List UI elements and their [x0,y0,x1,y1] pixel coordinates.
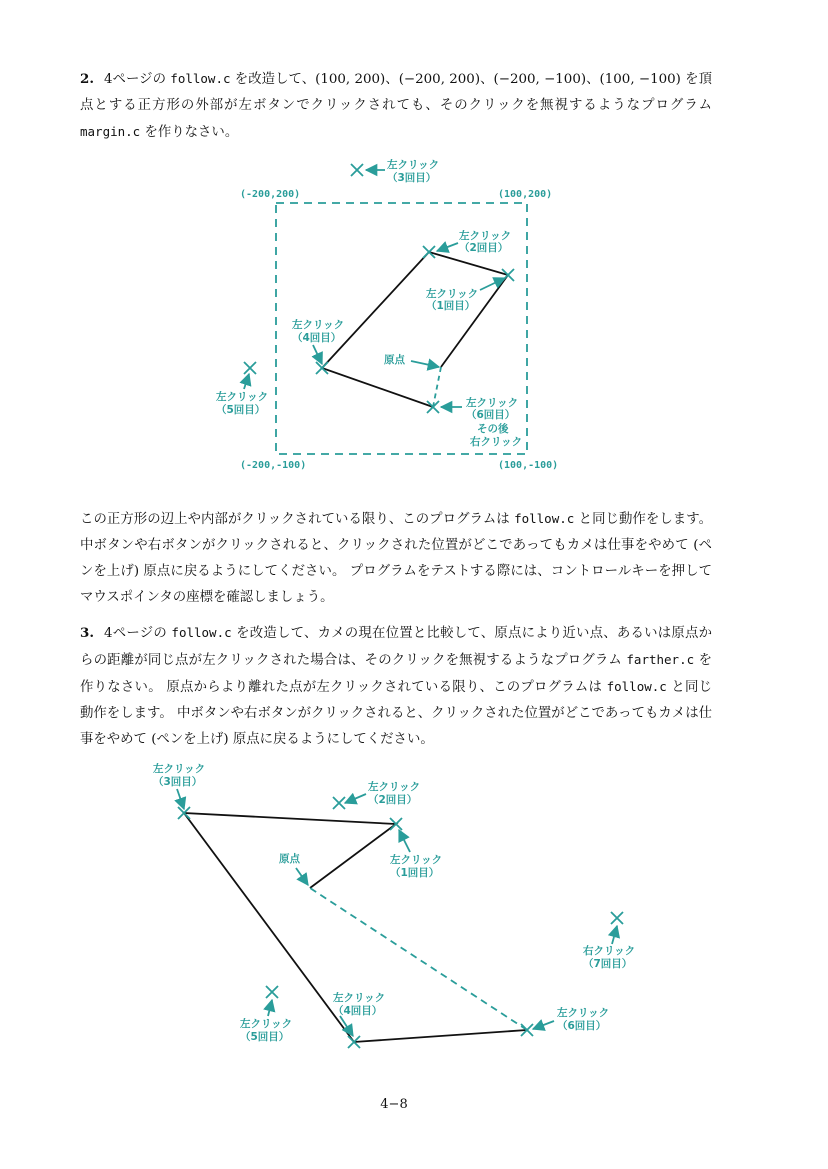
corner-label: (100,-100) [498,460,559,471]
click-label-2: 左クリック [459,230,512,242]
click-label-4: 左クリック [333,992,386,1004]
click-label-6: 左クリック [466,397,519,409]
code-farther: farther.c [626,652,695,667]
click-label-2: （2回目） [459,242,509,254]
code-follow: follow.c [606,679,667,694]
click-label-3: 左クリック [387,159,440,171]
corner-label: (100,200) [498,189,553,200]
problem-2-text: 2. 4ページの follow.c を改造して、(100, 200)、(−200, 200)、(−200, −100)、(100, −100) を頂点とする正方形の外部が左ボタンでクリックされても、そのクリックを無視するようなプログラム margin.c を作りなさい。 [80,71,712,140]
code-follow: follow.c [170,71,231,86]
click-label-5: 左クリック [216,391,269,403]
click-label-3: （3回目） [153,776,203,788]
right-click-label: その後 [477,423,509,435]
click-label-6: 左クリック [557,1007,610,1019]
click-label-5: 左クリック [240,1018,293,1030]
click-label-1: （1回目） [426,300,476,312]
click-label-1: （1回目） [390,867,440,879]
click-label-4: 左クリック [292,319,345,331]
figure-margin-diagram [0,150,828,480]
figure-farther-diagram [0,755,828,1055]
origin-label: 原点 [384,354,405,366]
origin-label: 原点 [279,853,300,865]
click-label-4: （4回目） [292,332,342,344]
click-label-5: （5回目） [216,404,266,416]
problem-3-text: 3. 4ページの follow.c を改造して、カメの現在位置と比較して、原点により近い点、あるいは原点からの距離が同じ点が左クリックされた場合は、そのクリックを無視するようなプログラム farther.c を作りなさい。 原点からより離れた点が左クリックされている限り、このプログラムは follow.c と同じ動作をします。 中ボタンや右ボタンがクリックされると、クリックされた位置がどこであってもカメは仕事をやめて (ペンを上げ) 原点に戻るようにしてください。 [80,625,712,747]
page-number: 4−8 [380,1097,408,1112]
code-follow: follow.c [171,625,232,640]
corner-label: (-200,200) [240,189,301,200]
right-click-label: 右クリック [470,436,523,448]
click-label-3: 左クリック [153,763,206,775]
click-label-4: （4回目） [333,1005,383,1017]
problem-2-description: この正方形の辺上や内部がクリックされている限り、このプログラムは follow.c と同じ動作をします。 中ボタンや右ボタンがクリックされると、クリックされた位置がどこであってもカメは仕事をやめて (ペンを上げ) 原点に戻るようにしてください。 プログラムをテストする際には、コントロールキーを押してマウスポインタの座標を確認しましょう。 [80,511,712,605]
turtle-path [322,252,508,407]
code-margin: margin.c [80,124,141,139]
click-label-6: （6回目） [466,409,516,421]
click-label-5: （5回目） [240,1031,290,1043]
click-label-6: （6回目） [557,1020,607,1032]
corner-label: (-200,-100) [240,460,307,471]
return-path [433,367,441,407]
click-label-2: （2回目） [368,794,418,806]
problem-number: 2. [80,71,94,87]
click-label-1: 左クリック [426,288,479,300]
problem-number: 3. [80,625,94,641]
click-label-3: （3回目） [387,172,437,184]
right-click-label-7: （7回目） [583,958,633,970]
click-label-2: 左クリック [368,781,421,793]
right-click-label-7: 右クリック [583,945,636,957]
click-label-1: 左クリック [390,854,443,866]
code-follow: follow.c [514,511,575,526]
